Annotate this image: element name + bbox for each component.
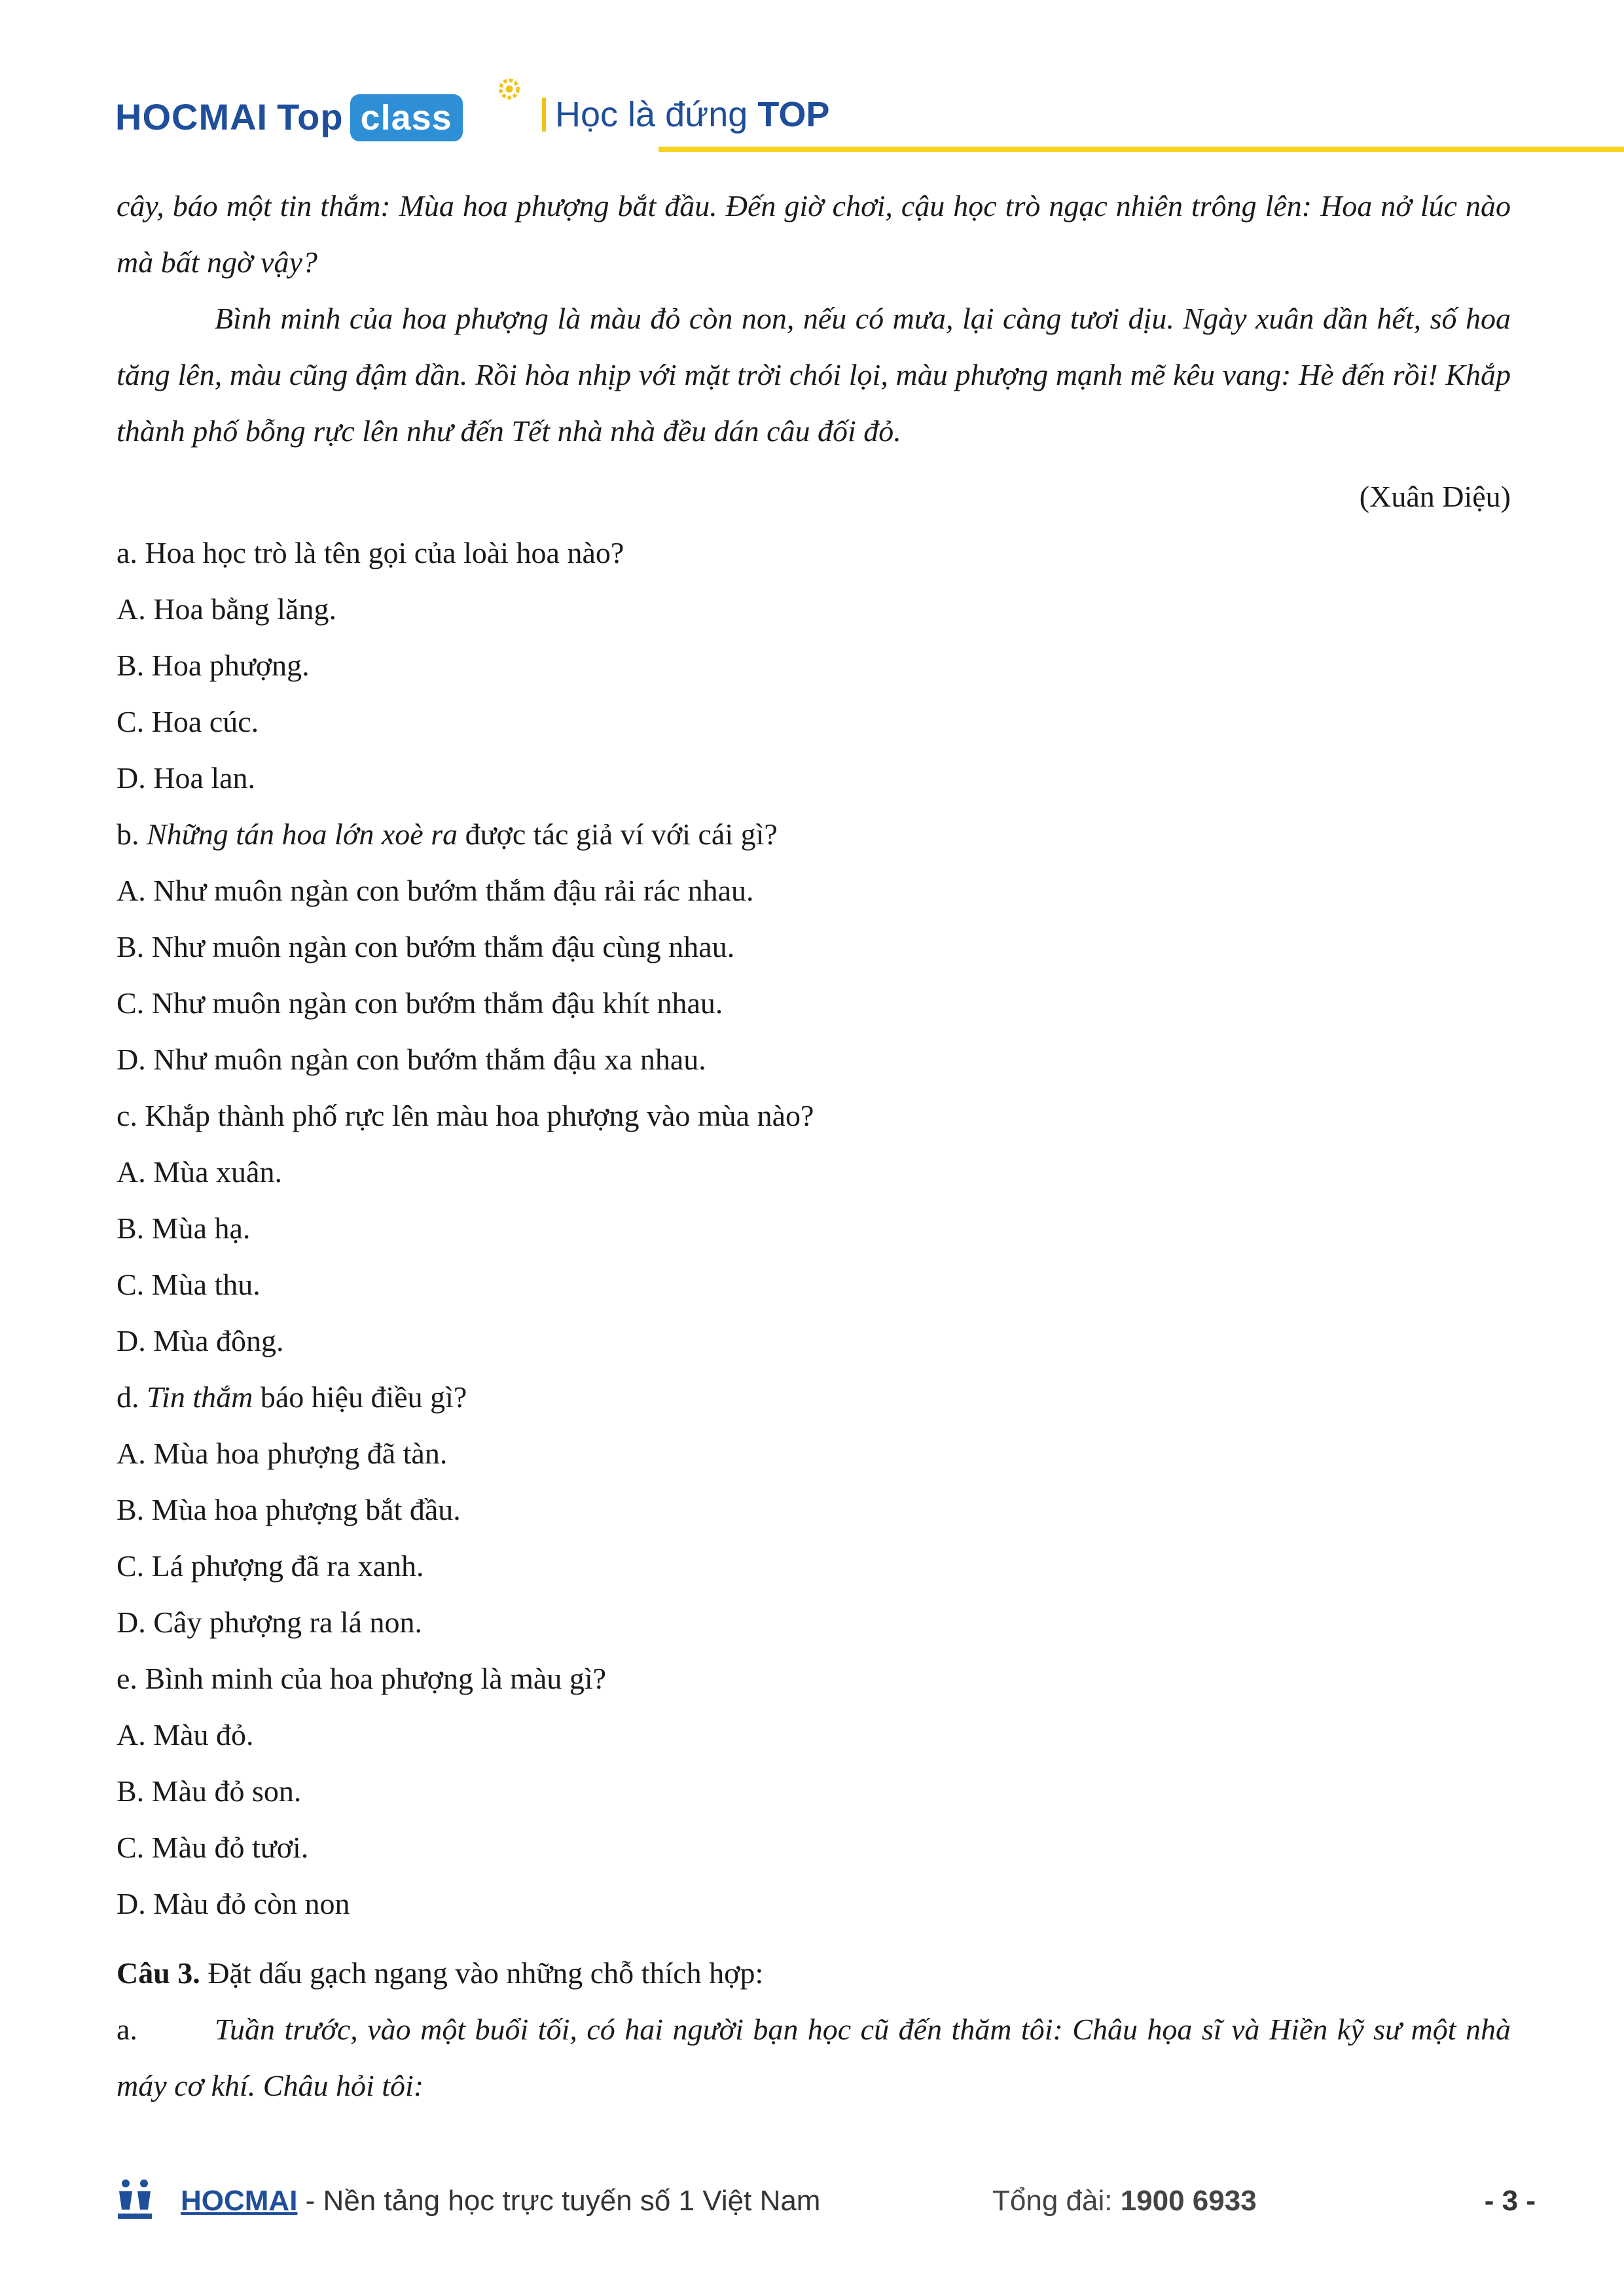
passage-author: (Xuân Diệu) xyxy=(1359,480,1511,513)
question-e-option-a: A. Màu đỏ. xyxy=(117,1718,254,1751)
question-3-item-a xyxy=(117,2001,1511,2114)
brand-top: Top xyxy=(277,96,344,137)
question-3-text: Đặt dấu gạch ngang vào những chỗ thích hợp: xyxy=(200,1956,764,1990)
question-3-label: Câu 3. xyxy=(117,1956,200,1990)
question-b-option-a: A. Như muôn ngàn con bướm thắm đậu rải rác nhau. xyxy=(117,874,754,907)
footer-brand xyxy=(181,2185,820,2217)
question-d-italic: Tin thắm xyxy=(147,1380,253,1414)
passage-line-1: cây, báo một tin thắm: Mùa hoa phượng bắt đầu. Đến giờ chơi, cậu học trò ngạc nhiên trông lên: Hoa nở lúc nào mà bất ngờ vậy? xyxy=(117,189,1511,279)
question-c-option-b: B. Mùa hạ. xyxy=(117,1211,251,1245)
footer-hotline xyxy=(992,2185,1257,2217)
tagline-prefix: Học là đứng xyxy=(555,95,758,134)
page-header xyxy=(115,65,1555,157)
question-e-option-c: C. Màu đỏ tươi. xyxy=(117,1831,309,1864)
question-a-option-a: A. Hoa bằng lăng. xyxy=(117,592,336,626)
question-a-option-c: C. Hoa cúc. xyxy=(117,705,259,738)
question-d-option-b: B. Mùa hoa phượng bắt đầu. xyxy=(117,1493,461,1526)
question-c: c. Khắp thành phố rực lên màu hoa phượng vào mùa nào? xyxy=(117,1099,814,1132)
footer-slogan: - Nền tảng học trực tuyến số 1 Việt Nam xyxy=(297,2185,821,2217)
brand-class-badge: class xyxy=(350,94,463,141)
brand-logo xyxy=(115,94,463,141)
hotline-number: 1900 6933 xyxy=(1120,2185,1257,2217)
question-e: e. Bình minh của hoa phượng là màu gì? xyxy=(117,1662,607,1695)
tagline-top: TOP xyxy=(757,95,830,134)
question-b xyxy=(117,806,1511,863)
question-e-option-d: D. Màu đỏ còn non xyxy=(117,1887,350,1920)
header-tagline xyxy=(542,94,829,135)
question-3-heading xyxy=(117,1945,1511,2001)
question-d-option-a: A. Mùa hoa phượng đã tàn. xyxy=(117,1437,448,1470)
question-a: a. Hoa học trò là tên gọi của loài hoa nào? xyxy=(117,536,624,569)
question-b-option-d: D. Như muôn ngàn con bướm thắm đậu xa nhau. xyxy=(117,1043,706,1076)
question-b-suffix: được tác giả ví với cái gì? xyxy=(458,817,778,851)
header-rule xyxy=(659,147,1624,152)
question-d-option-c: C. Lá phượng đã ra xanh. xyxy=(117,1549,424,1583)
question-b-italic: Những tán hoa lớn xoè ra xyxy=(147,817,458,851)
question-d-option-d: D. Cây phượng ra lá non. xyxy=(117,1605,423,1639)
brand-main: HOCMAI xyxy=(115,96,268,137)
question-a-option-d: D. Hoa lan. xyxy=(117,761,256,795)
question-3-item-a-text: Tuần trước, vào một buổi tối, có hai người bạn học cũ đến thăm tôi: Châu họa sĩ và Hiền kỹ sư một nhà máy cơ khí. Châu hỏi tôi: xyxy=(117,2013,1511,2102)
question-d-prefix: d. xyxy=(117,1380,147,1414)
page-number: - 3 - xyxy=(1484,2185,1536,2217)
question-3-item-a-label: a. xyxy=(117,2013,137,2046)
hocmai-logo-icon xyxy=(115,2177,154,2223)
question-a-option-b: B. Hoa phượng. xyxy=(117,649,310,682)
page-footer xyxy=(115,2177,1542,2229)
page-content xyxy=(117,178,1511,2114)
question-b-option-b: B. Như muôn ngàn con bướm thắm đậu cùng nhau. xyxy=(117,930,735,963)
passage-paragraph-2: Bình minh của hoa phượng là màu đỏ còn non, nếu có mưa, lại càng tươi dịu. Ngày xuân dần hết, số hoa tăng lên, màu cũng đậm dần. Rồi hòa nhịp với mặt trời chói lọi, màu phượng mạnh mẽ kêu vang: Hè đến rồi! Khắp thành phố bỗng rực lên như đến Tết nhà nhà đều dán câu đối đỏ. xyxy=(117,302,1511,448)
question-b-prefix: b. xyxy=(117,817,147,851)
question-b-option-c: C. Như muôn ngàn con bướm thắm đậu khít nhau. xyxy=(117,986,723,1020)
question-d-suffix: báo hiệu điều gì? xyxy=(253,1380,467,1414)
footer-brand-link[interactable]: HOCMAI xyxy=(181,2185,298,2217)
question-c-option-c: C. Mùa thu. xyxy=(117,1268,261,1301)
tagline-divider xyxy=(542,98,546,132)
question-d xyxy=(117,1369,1511,1426)
question-c-option-a: A. Mùa xuân. xyxy=(117,1155,282,1189)
hotline-label: Tổng đài: xyxy=(992,2185,1121,2217)
question-c-option-d: D. Mùa đông. xyxy=(117,1324,284,1357)
gear-icon xyxy=(495,75,524,103)
question-e-option-b: B. Màu đỏ son. xyxy=(117,1774,302,1808)
